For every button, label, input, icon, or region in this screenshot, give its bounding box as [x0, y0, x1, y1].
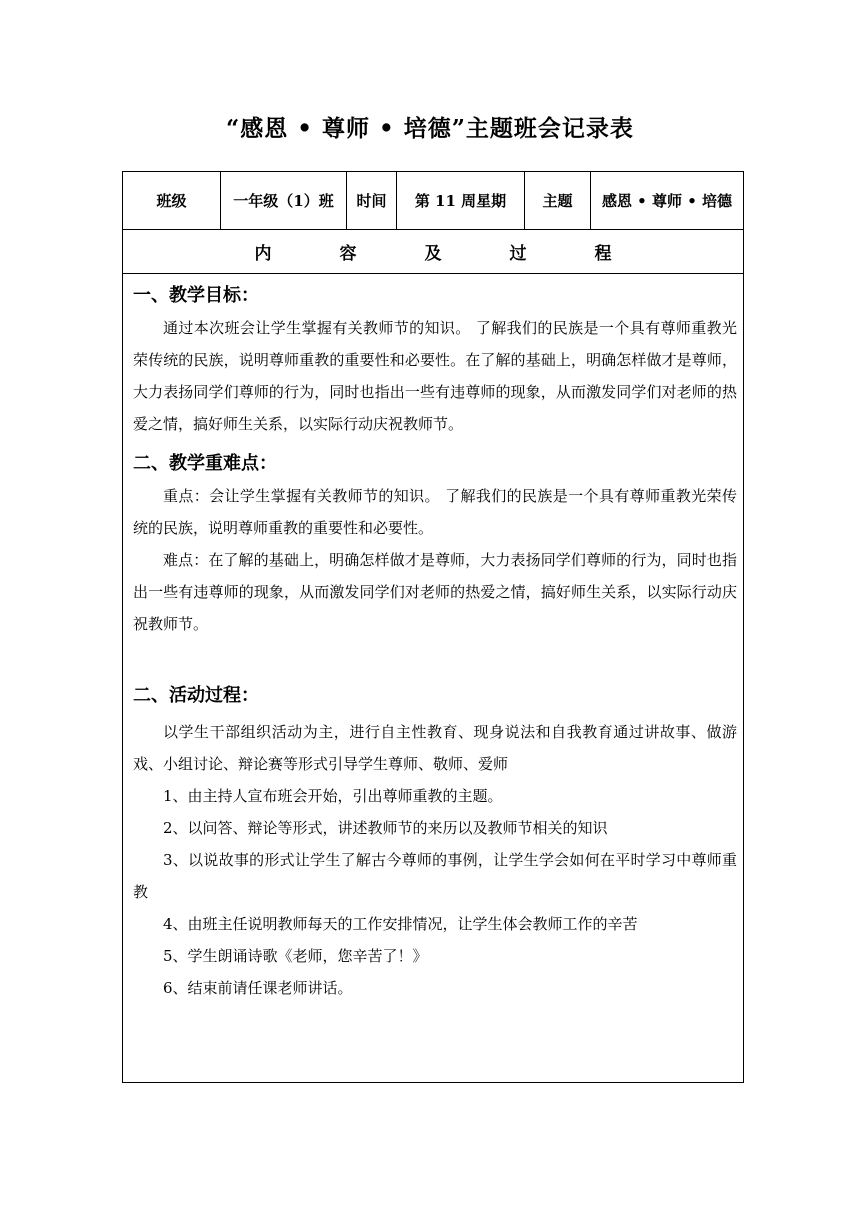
- document-title: “感恩 • 尊师 • 培德”主题班会记录表: [226, 115, 634, 142]
- process-heading: 二、活动过程：: [133, 685, 259, 706]
- process-step: 4、由班主任说明教师每天的工作安排情况，让学生体会教师工作的辛苦: [163, 915, 638, 933]
- difficulty-text: 难点：在了解的基础上，明确怎样做才是尊师，大力表扬同学们尊师的行为，同时也指出一些有违尊师的现象，从而激发同学们对老师的热爱之情，搞好师生关系，以实际行动庆祝教师节。: [133, 551, 737, 633]
- goals-heading: 一、教学目标：: [133, 285, 259, 306]
- process-step: 2、以问答、辩论等形式，讲述教师节的来历以及教师节相关的知识: [163, 819, 608, 837]
- class-label: 班级: [123, 172, 221, 229]
- goals-text: 通过本次班会让学生掌握有关教师节的知识。 了解我们的民族是一个具有尊师重教光荣传统的民族，说明尊师重教的重要性和必要性。在了解的基础上，明确怎样做才是尊师，大力表扬同学们尊师的行为，同时也指出一些有违尊师的现象，从而激发同学们对老师的热爱之情，搞好师生关系，以实际行动庆祝教师节。: [133, 319, 737, 433]
- header-row: [123, 172, 743, 230]
- content-heading: 内容及过程: [254, 243, 680, 264]
- time-label: 时间: [347, 172, 397, 229]
- theme-value: 感恩 • 尊师 • 培德: [601, 192, 733, 210]
- content-body: [133, 280, 737, 1004]
- content-heading-row: [123, 229, 743, 274]
- process-step: 1、由主持人宣布班会开始，引出尊师重教的主题。: [163, 787, 503, 805]
- process-step: 6、结束前请任课老师讲话。: [163, 979, 353, 997]
- theme-label: 主题: [525, 172, 591, 229]
- focus-text: 重点：会让学生掌握有关教师节的知识。 了解我们的民族是一个具有尊师重教光荣传统的民族，说明尊师重教的重要性和必要性。: [133, 487, 737, 537]
- record-table: [122, 171, 744, 1083]
- class-value: 一年级（1）班: [221, 172, 347, 229]
- process-step: 5、学生朗诵诗歌《老师，您辛苦了！》: [163, 947, 428, 965]
- process-intro: 以学生干部组织活动为主，进行自主性教育、现身说法和自我教育通过讲故事、做游戏、小组讨论、辩论赛等形式引导学生尊师、敬师、爱师: [133, 723, 737, 773]
- key-points-heading: 二、教学重难点：: [133, 453, 277, 474]
- process-step: 3、以说故事的形式让学生了解古今尊师的事例，让学生学会如何在平时学习中尊师重教: [133, 851, 737, 901]
- time-value: 第 11 周星期: [397, 172, 525, 229]
